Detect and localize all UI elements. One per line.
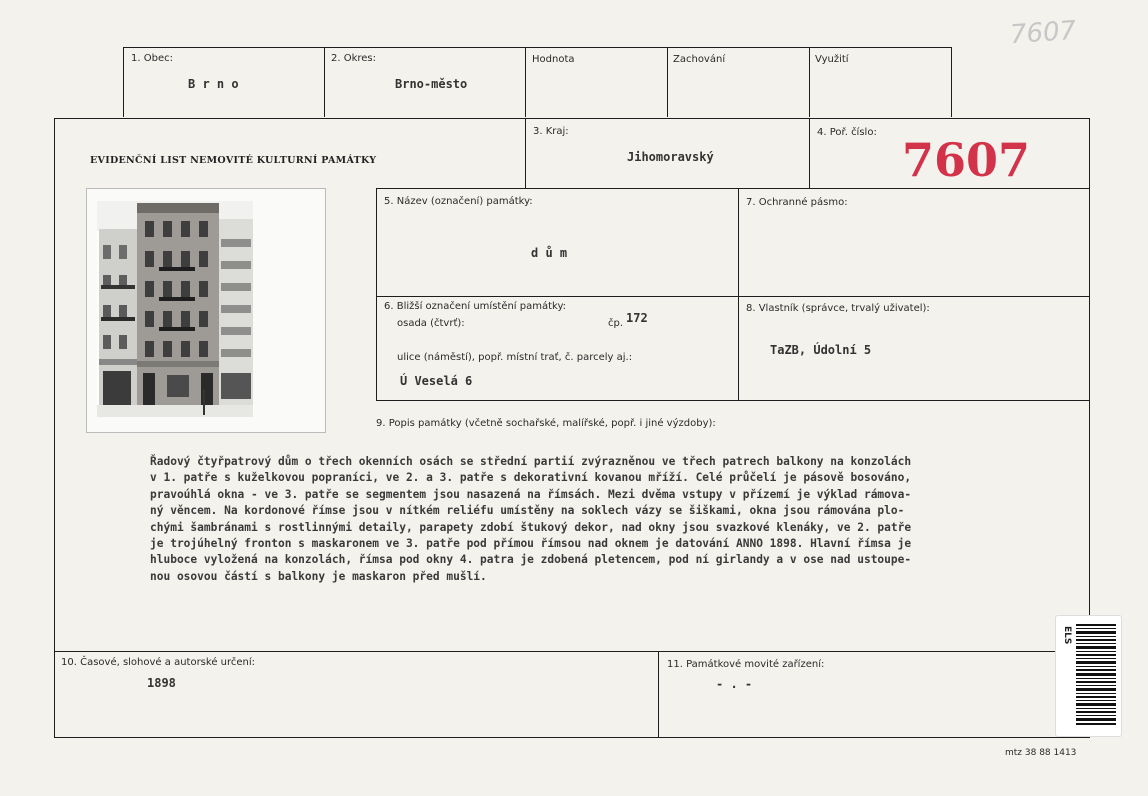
vlastnik-value: TaZB, Údolní 5	[770, 343, 872, 357]
obec-label: 1. Obec:	[131, 53, 173, 64]
movite-label: 11. Památkové movité zařízení:	[667, 659, 825, 670]
okres-label: 2. Okres:	[331, 53, 377, 64]
nazev-label: 5. Název (označení) památky:	[384, 196, 533, 207]
form-title: EVIDENČNÍ LIST NEMOVITÉ KULTURNÍ PAMÁTKY	[90, 155, 377, 166]
cp-label: čp.	[608, 318, 624, 329]
popis-label: 9. Popis památky (včetně sochařské, malířské, popř. i jiné výzdoby):	[376, 418, 716, 429]
footer-code: mtz 38 88 1413	[1005, 748, 1077, 758]
ochranne-pasmo-label: 7. Ochranné pásmo:	[746, 197, 848, 208]
barcode-icon	[1076, 624, 1116, 728]
obec-value: B r n o	[188, 77, 239, 91]
umisteni-label: 6. Bližší označení umístění památky:	[384, 301, 567, 312]
sticker-label: ELS	[1062, 626, 1072, 645]
por-cislo-value: 7607	[902, 133, 1031, 187]
popis-text: Řadový čtyřpatrový dům o třech okenních osách se střední partií zvýrazněnou ve třech patrech balkony na konzolách v 1. patře s kuželkovou popraníci, ve 2. a 3. patře s dekorativní kovanou mříží. Celé průčelí je pásově bosováno, pravoúhlá okna - ve 3. patře se segmentem jsou nasazená na římsách. Mezi dvěma vstupy v přízemí je výklad rámova- ný věncem. Na kordonové římse jsou v nítkém reliéfu umístěny na soklech vázy se šiškami, okna jsou rámována plo- chými šambránami s rostlinnými detaily, parapety zdobí štukový dekor, nad okny jsou svazkové klenáky, ve 2. patře je trojúhelný fronton s maskaronem ve 3. patře pod přímou římsou nad oknem je datování ANNO 1898. Hlavní římsa je hluboce vyložená na konzolách, římsa pod okny 4. patra je zdobená pletencem, pod ní girlandy a v ose nad ustoupe- nou osovou částí s balkony je maskaron před mušlí.	[150, 455, 912, 583]
vyuziti-label: Využití	[815, 54, 849, 65]
ulice-value: Ú Veselá 6	[400, 374, 473, 388]
okres-value: Brno-město	[395, 77, 468, 91]
kraj-value: Jihomoravský	[627, 150, 714, 164]
building-photo	[86, 188, 326, 433]
movite-value: - . -	[716, 677, 753, 691]
por-cislo-label: 4. Poř. číslo:	[817, 127, 877, 138]
vlastnik-label: 8. Vlastník (správce, trvalý uživatel):	[746, 303, 930, 314]
zachovani-label: Zachování	[673, 54, 726, 65]
barcode-sticker	[1055, 615, 1122, 737]
nazev-value: d ů m	[531, 246, 568, 260]
urceni-value: 1898	[147, 676, 176, 690]
hodnota-label: Hodnota	[532, 54, 575, 65]
urceni-label: 10. Časové, slohové a autorské určení:	[61, 657, 256, 668]
osada-label: osada (čtvrť):	[397, 318, 465, 329]
kraj-label: 3. Kraj:	[533, 126, 569, 137]
pencil-number: 7607	[1009, 15, 1078, 51]
cp-value: 172	[626, 311, 648, 325]
ulice-label: ulice (náměstí), popř. místní trať, č. parcely aj.:	[397, 352, 633, 363]
